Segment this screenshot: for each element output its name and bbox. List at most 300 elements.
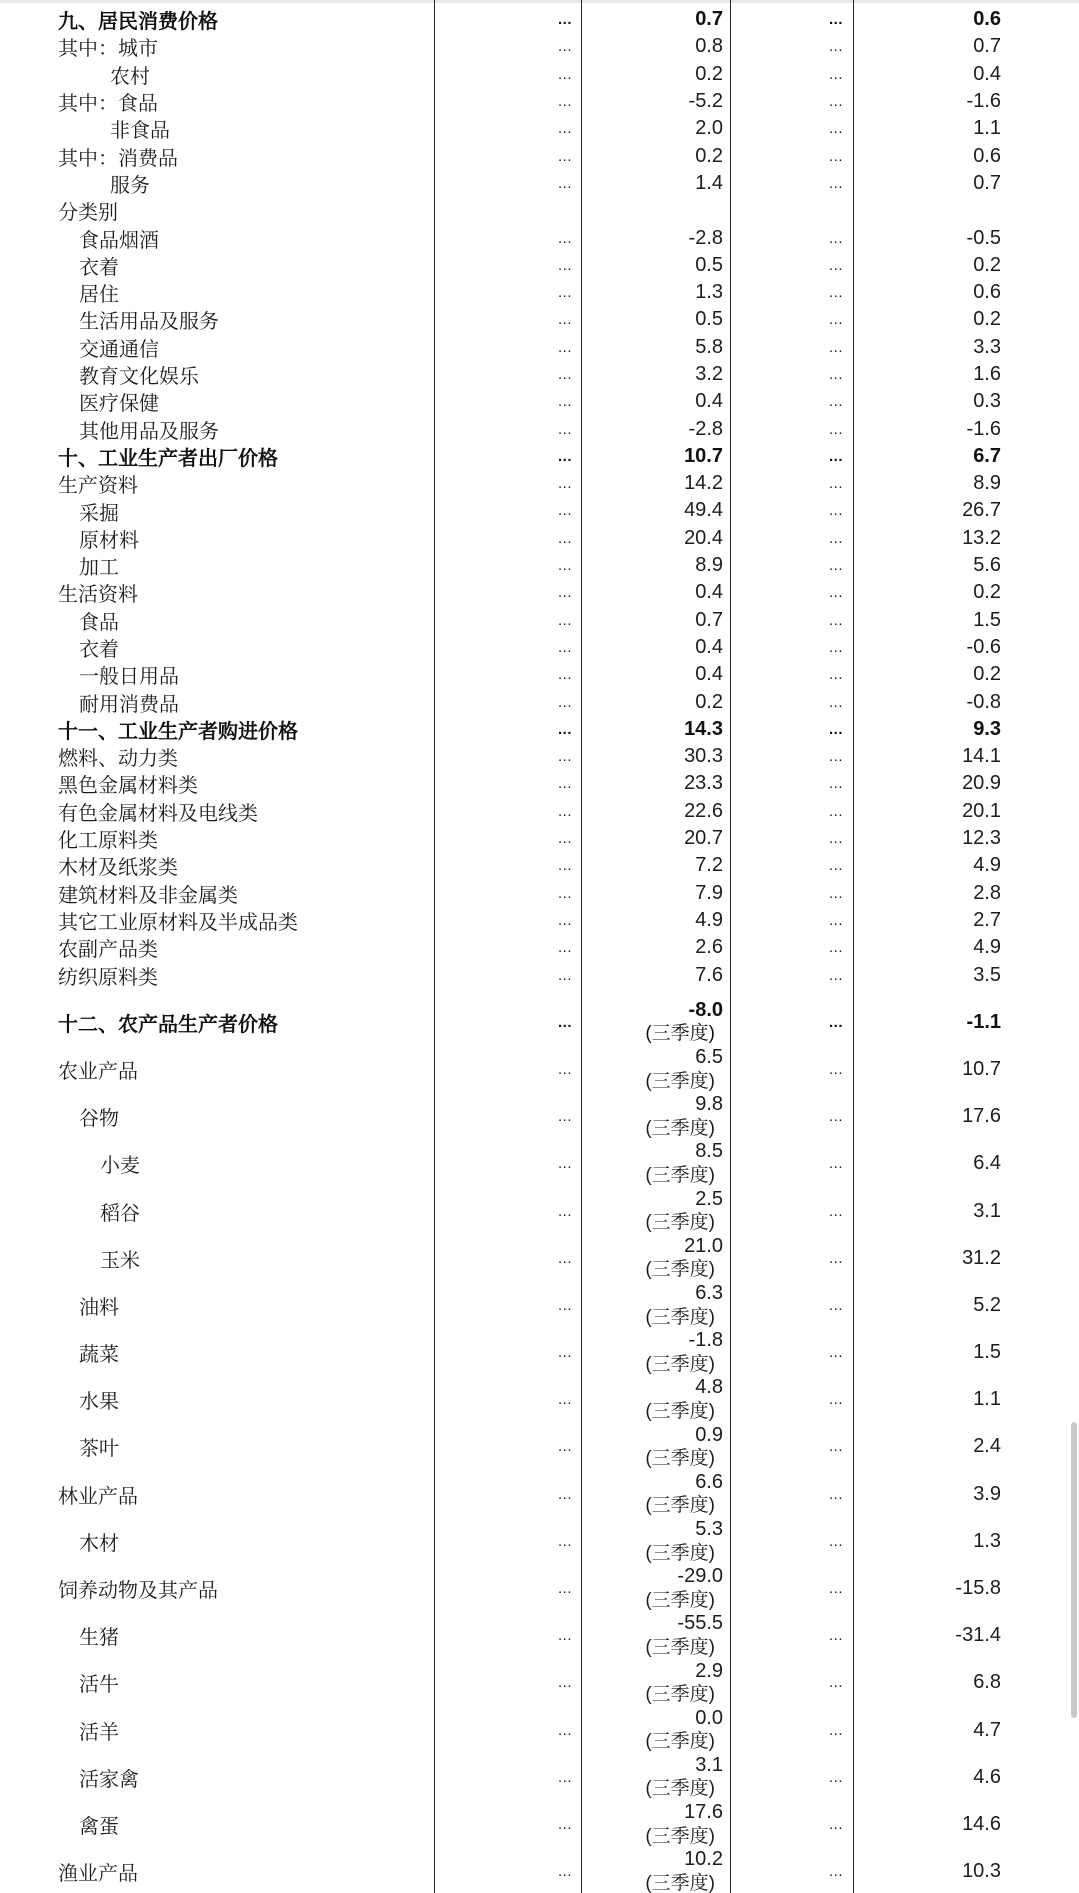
ellipsis-cell: ... bbox=[828, 638, 843, 656]
value-cell-period1 bbox=[581, 1754, 730, 1801]
value-number: 6.3 bbox=[695, 1282, 723, 1304]
value-cell-period2: 12.3 bbox=[962, 827, 1001, 850]
ellipsis-cell: ... bbox=[828, 857, 843, 875]
ellipsis-cell: ... bbox=[828, 611, 843, 629]
table-row bbox=[0, 443, 1079, 470]
ellipsis-cell: ... bbox=[828, 802, 843, 820]
table-row bbox=[0, 306, 1079, 333]
value-cell-period1 bbox=[581, 1471, 730, 1518]
table-row bbox=[0, 634, 1079, 661]
ellipsis-cell: ... bbox=[828, 584, 843, 602]
value-cell-period2: 1.1 bbox=[973, 117, 1001, 140]
table-row bbox=[0, 1518, 1079, 1565]
table-row bbox=[0, 552, 1079, 579]
ellipsis-cell: ... bbox=[828, 1202, 843, 1220]
value-cell-period2: 20.9 bbox=[962, 772, 1001, 795]
table-column-divider-4 bbox=[853, 0, 854, 1893]
value-cell-period2: 3.9 bbox=[973, 1482, 1001, 1505]
ellipsis-cell: ... bbox=[828, 1344, 843, 1362]
indicator-label: 油料 bbox=[79, 1296, 119, 1319]
ellipsis-cell: ... bbox=[557, 93, 572, 111]
value-number: 0.0 bbox=[695, 1706, 723, 1729]
indicator-label: 建筑材料及非金属类 bbox=[58, 884, 238, 907]
indicator-label: 其它工业原材料及半成品类 bbox=[58, 911, 298, 934]
quarter-note: (三季度) bbox=[645, 1731, 715, 1753]
ellipsis-cell: ... bbox=[557, 1060, 572, 1078]
ellipsis-cell: ... bbox=[828, 393, 843, 411]
ellipsis-cell: ... bbox=[828, 38, 843, 56]
ellipsis-cell: ... bbox=[828, 1013, 843, 1031]
ellipsis-cell: ... bbox=[828, 693, 843, 711]
value-cell-period2: 6.8 bbox=[973, 1671, 1001, 1694]
ellipsis-cell: ... bbox=[557, 1391, 572, 1409]
table-row bbox=[0, 825, 1079, 852]
table-row bbox=[0, 170, 1079, 197]
ellipsis-cell: ... bbox=[828, 93, 843, 111]
table-row bbox=[0, 852, 1079, 879]
value-cell-period2: 2.7 bbox=[973, 908, 1001, 931]
ellipsis-cell: ... bbox=[557, 557, 572, 575]
table-row bbox=[0, 1707, 1079, 1754]
value-cell-period1: 2.0 bbox=[695, 117, 723, 140]
table-row bbox=[0, 197, 1079, 224]
ellipsis-cell: ... bbox=[828, 1532, 843, 1550]
table-row bbox=[0, 1423, 1079, 1470]
value-cell-period1: 49.4 bbox=[684, 499, 723, 522]
value-cell-period2: 1.5 bbox=[973, 608, 1001, 631]
ellipsis-cell: ... bbox=[828, 1674, 843, 1692]
indicator-label: 谷物 bbox=[79, 1108, 119, 1131]
table-row bbox=[0, 907, 1079, 934]
table-row bbox=[0, 1754, 1079, 1801]
ellipsis-cell: ... bbox=[828, 1580, 843, 1598]
section-gap bbox=[0, 989, 1079, 999]
value-cell-period2: 0.2 bbox=[973, 663, 1001, 686]
value-cell-period1: -2.8 bbox=[688, 226, 723, 249]
indicator-label: 木材及纸浆类 bbox=[58, 857, 178, 880]
quarter-note: (三季度) bbox=[645, 1259, 715, 1281]
indicator-label: 原材料 bbox=[79, 529, 139, 552]
indicator-label: 茶叶 bbox=[79, 1438, 119, 1461]
ellipsis-cell: ... bbox=[828, 420, 843, 438]
quarter-note: (三季度) bbox=[645, 1306, 715, 1328]
value-number: 3.1 bbox=[695, 1753, 723, 1776]
table-row bbox=[0, 1565, 1079, 1612]
value-cell-period1: 7.2 bbox=[695, 854, 723, 877]
indicator-label: 生活资料 bbox=[58, 584, 138, 607]
ellipsis-cell: ... bbox=[557, 611, 572, 629]
table-row bbox=[0, 688, 1079, 715]
table-row bbox=[0, 115, 1079, 142]
ellipsis-cell: ... bbox=[828, 1627, 843, 1645]
value-cell-period1 bbox=[581, 1282, 730, 1329]
table-column-divider-2 bbox=[581, 0, 582, 1893]
ellipsis-cell: ... bbox=[557, 1344, 572, 1362]
table-row bbox=[0, 1612, 1079, 1659]
ellipsis-cell: ... bbox=[828, 366, 843, 383]
value-number: -29.0 bbox=[677, 1565, 723, 1588]
value-cell-period1: 0.2 bbox=[695, 690, 723, 713]
table-row bbox=[0, 334, 1079, 361]
ellipsis-cell: ... bbox=[557, 65, 572, 83]
quarter-note: (三季度) bbox=[645, 1165, 715, 1187]
table-row bbox=[0, 1235, 1079, 1282]
value-cell-period1 bbox=[581, 1424, 730, 1471]
value-cell-period2: 5.6 bbox=[973, 554, 1001, 577]
ellipsis-cell: ... bbox=[557, 1532, 572, 1550]
indicator-label: 活羊 bbox=[79, 1721, 119, 1744]
indicator-label: 其他用品及服务 bbox=[79, 420, 219, 443]
ellipsis-cell: ... bbox=[828, 120, 843, 138]
indicator-label: 水果 bbox=[79, 1391, 119, 1414]
table-row bbox=[0, 252, 1079, 279]
indicator-label: 交通通信 bbox=[79, 338, 159, 361]
value-cell-period1 bbox=[581, 1801, 730, 1848]
indicator-label: 服务 bbox=[110, 174, 150, 197]
value-cell-period2: -1.6 bbox=[966, 90, 1001, 113]
value-cell-period2: 1.6 bbox=[973, 363, 1001, 385]
ellipsis-cell: ... bbox=[557, 857, 572, 875]
ellipsis-cell: ... bbox=[828, 939, 843, 957]
table-row bbox=[0, 142, 1079, 169]
value-number: 10.2 bbox=[684, 1848, 723, 1871]
value-cell-period2: 17.6 bbox=[962, 1105, 1001, 1128]
ellipsis-cell: ... bbox=[557, 529, 572, 547]
value-cell-period1 bbox=[581, 1329, 730, 1376]
value-cell-period1: 20.7 bbox=[684, 827, 723, 850]
value-cell-period1: 22.6 bbox=[684, 799, 723, 822]
ellipsis-cell: ... bbox=[557, 502, 572, 520]
ellipsis-cell: ... bbox=[828, 1108, 843, 1126]
indicator-label: 农副产品类 bbox=[58, 939, 158, 962]
value-number: 4.8 bbox=[695, 1376, 723, 1399]
ellipsis-cell: ... bbox=[828, 229, 843, 247]
value-cell-period2: 2.8 bbox=[973, 881, 1001, 904]
quarter-note: (三季度) bbox=[645, 1542, 715, 1564]
value-cell-period1: 0.7 bbox=[695, 608, 723, 631]
ellipsis-cell: ... bbox=[557, 229, 572, 247]
ellipsis-cell: ... bbox=[557, 748, 572, 766]
ellipsis-cell: ... bbox=[828, 529, 843, 547]
table-row bbox=[0, 61, 1079, 88]
quarter-note: (三季度) bbox=[645, 1448, 715, 1470]
ellipsis-cell: ... bbox=[828, 748, 843, 766]
ellipsis-cell: ... bbox=[557, 1108, 572, 1126]
value-cell-period2: 1.3 bbox=[973, 1529, 1001, 1552]
indicator-label: 食品烟酒 bbox=[79, 229, 159, 252]
table-row bbox=[0, 798, 1079, 825]
value-cell-period1: 8.9 bbox=[695, 554, 723, 577]
value-cell-period1 bbox=[581, 1188, 730, 1235]
table-row bbox=[0, 1659, 1079, 1706]
value-cell-period1: -2.8 bbox=[688, 417, 723, 440]
ellipsis-cell: ... bbox=[828, 666, 843, 684]
ellipsis-cell: ... bbox=[557, 1202, 572, 1220]
ellipsis-cell: ... bbox=[828, 1155, 843, 1173]
table-row bbox=[0, 934, 1079, 961]
indicator-label: 纺织原料类 bbox=[58, 966, 158, 989]
table-row bbox=[0, 880, 1079, 907]
ellipsis-cell: ... bbox=[557, 911, 572, 929]
value-cell-period1: 7.9 bbox=[695, 881, 723, 904]
value-cell-period2: 2.4 bbox=[973, 1435, 1001, 1458]
quarter-note: (三季度) bbox=[645, 1023, 715, 1045]
ellipsis-cell: ... bbox=[828, 911, 843, 929]
ellipsis-cell: ... bbox=[557, 1721, 572, 1739]
ellipsis-cell: ... bbox=[557, 420, 572, 438]
value-cell-period1: 0.4 bbox=[695, 663, 723, 686]
indicator-label: 其中：消费品 bbox=[58, 147, 178, 170]
ellipsis-cell: ... bbox=[557, 1485, 572, 1503]
table-row bbox=[0, 661, 1079, 688]
table-column-divider-1 bbox=[434, 0, 435, 1893]
ellipsis-cell: ... bbox=[557, 1249, 572, 1267]
table-row bbox=[0, 497, 1079, 524]
ellipsis-cell: ... bbox=[557, 311, 572, 329]
indicator-label: 禽蛋 bbox=[79, 1815, 119, 1838]
value-number: 6.5 bbox=[695, 1046, 723, 1069]
value-cell-period2: 10.7 bbox=[962, 1057, 1001, 1080]
indicator-label: 饲养动物及其产品 bbox=[58, 1580, 218, 1603]
ellipsis-cell: ... bbox=[557, 966, 572, 984]
indicator-label: 加工 bbox=[79, 557, 119, 580]
ellipsis-cell: ... bbox=[557, 830, 572, 848]
value-cell-period1: 0.2 bbox=[695, 144, 723, 167]
ellipsis-cell: ... bbox=[557, 1863, 572, 1881]
ellipsis-cell: ... bbox=[557, 38, 572, 56]
value-cell-period2: 0.2 bbox=[973, 308, 1001, 331]
ellipsis-cell: ... bbox=[828, 475, 843, 493]
indicator-label: 小麦 bbox=[100, 1155, 140, 1178]
value-cell-period1: 4.9 bbox=[695, 908, 723, 931]
value-cell-period1 bbox=[581, 1565, 730, 1612]
indicator-label: 十二、农产品生产者价格 bbox=[58, 1013, 278, 1036]
ellipsis-cell: ... bbox=[828, 65, 843, 83]
quarter-note: (三季度) bbox=[645, 1825, 715, 1847]
ellipsis-cell: ... bbox=[557, 147, 572, 165]
ellipsis-cell: ... bbox=[828, 966, 843, 984]
value-cell-period1: 0.8 bbox=[695, 35, 723, 58]
table-row bbox=[0, 279, 1079, 306]
value-cell-period1 bbox=[581, 1093, 730, 1140]
value-cell-period1: 0.4 bbox=[695, 390, 723, 413]
ellipsis-cell: ... bbox=[828, 311, 843, 329]
ellipsis-cell: ... bbox=[828, 1391, 843, 1409]
quarter-note: (三季度) bbox=[645, 1684, 715, 1706]
ellipsis-cell: ... bbox=[828, 720, 843, 738]
indicator-label: 九、居民消费价格 bbox=[58, 11, 218, 34]
table-row bbox=[0, 716, 1079, 743]
value-number: 8.5 bbox=[695, 1140, 723, 1163]
ellipsis-cell: ... bbox=[828, 775, 843, 793]
value-number: 2.5 bbox=[695, 1187, 723, 1210]
indicator-label: 居住 bbox=[79, 284, 119, 307]
ellipsis-cell: ... bbox=[828, 1815, 843, 1833]
table-row bbox=[0, 525, 1079, 552]
indicator-label: 食品 bbox=[79, 611, 119, 634]
value-cell-period1: 3.2 bbox=[695, 363, 723, 385]
value-cell-period1: 2.6 bbox=[695, 936, 723, 959]
value-cell-period1 bbox=[581, 1046, 730, 1093]
table-row bbox=[0, 1093, 1079, 1140]
indicator-label: 非食品 bbox=[110, 120, 170, 143]
value-number: 17.6 bbox=[684, 1801, 723, 1824]
ellipsis-cell: ... bbox=[557, 1674, 572, 1692]
indicator-label: 稻谷 bbox=[100, 1202, 140, 1225]
ellipsis-cell: ... bbox=[557, 1815, 572, 1833]
ellipsis-cell: ... bbox=[828, 147, 843, 165]
value-number: 2.9 bbox=[695, 1659, 723, 1682]
table-row bbox=[0, 1187, 1079, 1234]
value-cell-period1: 14.3 bbox=[684, 717, 723, 740]
value-cell-period2: -0.6 bbox=[966, 635, 1001, 658]
table-row bbox=[0, 770, 1079, 797]
table-column-divider-3 bbox=[730, 0, 731, 1893]
ellipsis-cell: ... bbox=[828, 1296, 843, 1314]
ellipsis-cell: ... bbox=[828, 1438, 843, 1456]
quarter-note: (三季度) bbox=[645, 1117, 715, 1139]
value-cell-period2: -0.8 bbox=[966, 690, 1001, 713]
table-row bbox=[0, 415, 1079, 442]
indicator-label: 其中：城市 bbox=[58, 38, 158, 61]
value-cell-period1 bbox=[581, 1612, 730, 1659]
value-cell-period2: 4.6 bbox=[973, 1765, 1001, 1788]
value-cell-period1: 5.8 bbox=[695, 335, 723, 358]
indicator-label: 衣着 bbox=[79, 256, 119, 279]
ellipsis-cell: ... bbox=[557, 447, 572, 465]
value-cell-period2: 0.3 bbox=[973, 390, 1001, 413]
ellipsis-cell: ... bbox=[557, 638, 572, 656]
value-cell-period2: 8.9 bbox=[973, 472, 1001, 495]
value-cell-period2: 6.4 bbox=[973, 1152, 1001, 1175]
ellipsis-cell: ... bbox=[828, 1863, 843, 1881]
value-cell-period2: -1.6 bbox=[966, 417, 1001, 440]
value-cell-period2: 14.6 bbox=[962, 1812, 1001, 1835]
ellipsis-cell: ... bbox=[557, 1438, 572, 1456]
value-cell-period1: 0.7 bbox=[695, 8, 723, 31]
ellipsis-cell: ... bbox=[828, 447, 843, 465]
value-cell-period2: 3.5 bbox=[973, 963, 1001, 986]
table-row bbox=[0, 1329, 1079, 1376]
ellipsis-cell: ... bbox=[557, 284, 572, 302]
value-cell-period2: 5.2 bbox=[973, 1293, 1001, 1316]
value-cell-period2: 6.7 bbox=[973, 444, 1001, 467]
quarter-note: (三季度) bbox=[645, 1495, 715, 1517]
value-cell-period2: 0.6 bbox=[973, 281, 1001, 304]
indicator-label: 十、工业生产者出厂价格 bbox=[58, 447, 278, 470]
ellipsis-cell: ... bbox=[557, 802, 572, 820]
indicator-label: 教育文化娱乐 bbox=[79, 366, 199, 389]
ellipsis-cell: ... bbox=[557, 939, 572, 957]
value-cell-period2: 14.1 bbox=[962, 745, 1001, 768]
value-cell-period1 bbox=[581, 1848, 730, 1893]
ellipsis-cell: ... bbox=[828, 502, 843, 520]
indicator-label: 生活用品及服务 bbox=[79, 311, 219, 334]
value-cell-period2: -1.1 bbox=[966, 1010, 1001, 1033]
value-number: 21.0 bbox=[684, 1234, 723, 1257]
table-row bbox=[0, 6, 1079, 33]
ellipsis-cell: ... bbox=[828, 256, 843, 274]
ellipsis-cell: ... bbox=[557, 720, 572, 738]
value-cell-period2: 3.1 bbox=[973, 1199, 1001, 1222]
ellipsis-cell: ... bbox=[828, 884, 843, 902]
ellipsis-cell: ... bbox=[828, 557, 843, 575]
indicator-label: 有色金属材料及电线类 bbox=[58, 802, 258, 825]
value-cell-period1 bbox=[581, 999, 730, 1046]
value-cell-period2: 0.6 bbox=[973, 144, 1001, 167]
table-row bbox=[0, 579, 1079, 606]
ellipsis-cell: ... bbox=[557, 1296, 572, 1314]
value-number: 5.3 bbox=[695, 1517, 723, 1540]
indicator-label: 生产资料 bbox=[58, 475, 138, 498]
ellipsis-cell: ... bbox=[557, 1580, 572, 1598]
indicator-label: 十一、工业生产者购进价格 bbox=[58, 720, 298, 743]
ellipsis-cell: ... bbox=[557, 475, 572, 493]
ellipsis-cell: ... bbox=[557, 884, 572, 902]
value-cell-period2: 1.1 bbox=[973, 1388, 1001, 1411]
value-cell-period2: 10.3 bbox=[962, 1860, 1001, 1883]
table-row bbox=[0, 607, 1079, 634]
indicator-label: 医疗保健 bbox=[79, 393, 159, 416]
value-cell-period1 bbox=[581, 1376, 730, 1423]
value-cell-period2: 20.1 bbox=[962, 799, 1001, 822]
value-cell-period2: 4.9 bbox=[973, 854, 1001, 877]
value-cell-period2: 1.5 bbox=[973, 1341, 1001, 1364]
ellipsis-cell: ... bbox=[557, 338, 572, 356]
ellipsis-cell: ... bbox=[828, 1721, 843, 1739]
indicator-label: 玉米 bbox=[100, 1249, 140, 1272]
ellipsis-cell: ... bbox=[828, 1060, 843, 1078]
indicator-label: 采掘 bbox=[79, 502, 119, 525]
value-number: 0.9 bbox=[695, 1423, 723, 1446]
ellipsis-cell: ... bbox=[557, 120, 572, 138]
value-cell-period1: 10.7 bbox=[684, 444, 723, 467]
table-row bbox=[0, 999, 1079, 1046]
value-cell-period2: -15.8 bbox=[955, 1577, 1001, 1600]
table-row bbox=[0, 743, 1079, 770]
ellipsis-cell: ... bbox=[557, 366, 572, 383]
ellipsis-cell: ... bbox=[557, 1013, 572, 1031]
value-cell-period2: 0.2 bbox=[973, 253, 1001, 276]
vertical-scrollbar-thumb[interactable] bbox=[1071, 1422, 1077, 1718]
value-cell-period1 bbox=[581, 1235, 730, 1282]
table-row bbox=[0, 1376, 1079, 1423]
table-row bbox=[0, 961, 1079, 988]
ellipsis-cell: ... bbox=[828, 338, 843, 356]
value-cell-period2: 26.7 bbox=[962, 499, 1001, 522]
indicator-label: 黑色金属材料类 bbox=[58, 775, 198, 798]
value-cell-period1: 23.3 bbox=[684, 772, 723, 795]
value-cell-period1: 14.2 bbox=[684, 472, 723, 495]
indicator-label: 渔业产品 bbox=[58, 1863, 138, 1886]
ellipsis-cell: ... bbox=[828, 1768, 843, 1786]
value-cell-period1: 7.6 bbox=[695, 963, 723, 986]
table-row bbox=[0, 33, 1079, 60]
table-row bbox=[0, 388, 1079, 415]
table-row bbox=[0, 1848, 1079, 1893]
value-cell-period2: 31.2 bbox=[962, 1246, 1001, 1269]
value-cell-period2: 0.4 bbox=[973, 62, 1001, 85]
ellipsis-cell: ... bbox=[557, 174, 572, 192]
table-row bbox=[0, 1801, 1079, 1848]
value-cell-period1: 0.2 bbox=[695, 62, 723, 85]
value-cell-period2: 0.7 bbox=[973, 171, 1001, 194]
indicator-label: 分类别 bbox=[58, 202, 118, 225]
table-row bbox=[0, 1282, 1079, 1329]
value-cell-period1: 0.5 bbox=[695, 308, 723, 331]
indicator-label: 燃料、动力类 bbox=[58, 748, 178, 771]
ellipsis-cell: ... bbox=[557, 666, 572, 684]
